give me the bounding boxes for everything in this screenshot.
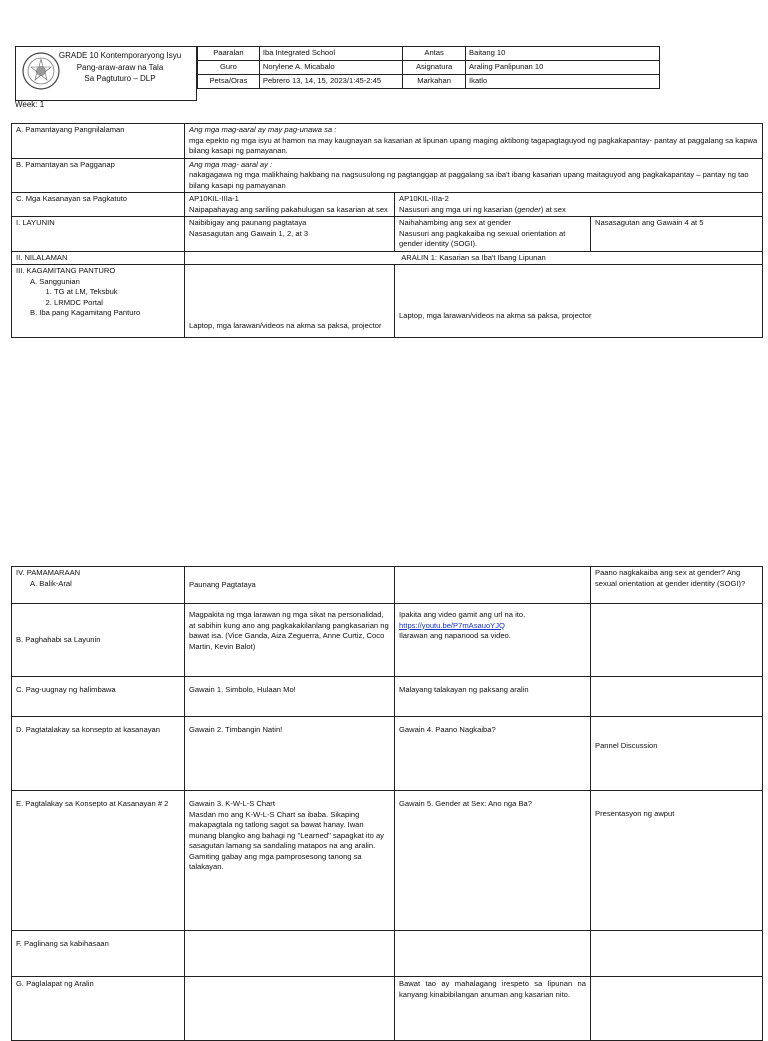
title-line-2: Pang-araw-araw na Tala xyxy=(76,62,164,72)
row-paglalapat xyxy=(12,977,763,1041)
row-label: C. Pag-uugnay ng halimbawa xyxy=(12,677,185,717)
row-label: D. Pagtatalakay sa konsepto at kasanayan xyxy=(12,717,185,791)
competency-cell-1 xyxy=(185,193,395,217)
row-pamantayang-pangnilalaman xyxy=(12,124,763,159)
school-info-table xyxy=(197,46,660,89)
info-value: Baitang 10 xyxy=(466,47,660,61)
materials-label-cell xyxy=(12,265,185,338)
info-label: Antas xyxy=(403,47,466,61)
step-cell: Malayang talakayan ng paksang aralin xyxy=(395,677,591,717)
step-cell: Magpakita ng mga larawan ng mga sikat na personalidad, at sabihin kung ano ang pagkakakilanlang pangkasarian ng bawat isa. (Vice Ganda, Aiza Zeguerra, Anne Curtiz, Coco Martin, Kevin Balot) xyxy=(185,604,395,677)
info-label: Guro xyxy=(198,61,260,75)
step-text: Masdan mo ang K-W-L-S Chart sa ibaba. Sikaping makapagtala ng tatlong sagot sa bawat hanay. Iwan munang blangko ang bahagi ng "Learned" sapagkat ito ay sasagutan lamang sa sandaling matapos na ang aralin. Gamiting gabay ang mga pamprosesong tanong sa talakayan. xyxy=(189,809,384,871)
title-box xyxy=(15,46,197,101)
content-text: mga epekto ng mga isyu at hamon na may kaugnayan sa kasarian at lipunan upang maging aktibong tagapagtaguyod ng pagkakapantay- pantay at paggalang sa kapwa bilang kasapi ng pamayanan. xyxy=(189,135,758,155)
step-cell xyxy=(591,977,763,1041)
step-text: Ilarawan ang napanood sa video. xyxy=(399,631,511,640)
info-row xyxy=(198,61,660,75)
row-paghahabi xyxy=(12,604,763,677)
row-label: E. Pagtalakay sa Konsepto at Kasanayan # 2 xyxy=(12,791,185,931)
step-cell xyxy=(185,931,395,977)
step-cell xyxy=(591,677,763,717)
row-balik-aral xyxy=(12,567,763,604)
info-value: Norylene A. Micabalo xyxy=(259,61,402,75)
content-text: nakagagawa ng mga malikhaing hakbang na nagsusulong ng pagtanggap at paggalang sa iba't ibang kasarian upang maitaguyod ang pagkakapantay – pantay ng tao bilang kasapi ng pamayanan xyxy=(189,170,749,190)
row-pamantayan-sa-pagganap xyxy=(12,158,763,193)
info-value: Pebrero 13, 14, 15, 2023/1:45-2:45 xyxy=(259,75,402,89)
objective-cell-1 xyxy=(185,217,395,252)
info-label: Paaralan xyxy=(198,47,260,61)
row-pagtatalakay-1 xyxy=(12,717,763,791)
info-label: Markahan xyxy=(403,75,466,89)
objective-cell-3: Nasasagutan ang Gawain 4 at 5 xyxy=(591,217,763,252)
row-content xyxy=(185,158,763,193)
row-pag-uugnay xyxy=(12,677,763,717)
step-cell xyxy=(591,931,763,977)
row-label: F. Paglinang sa kabihasaan xyxy=(12,931,185,977)
competency-code: AP10KIL-IIIa-1 xyxy=(189,194,239,203)
info-row xyxy=(198,75,660,89)
row-label: A. Balik-Aral xyxy=(30,578,72,588)
step-text: Ipakita ang video gamit ang url na ito. xyxy=(399,610,526,619)
info-label: Asignatura xyxy=(403,61,466,75)
step-cell: Paunang Pagtataya xyxy=(185,567,395,604)
sanggunian-label: A. Sanggunian xyxy=(30,276,80,286)
step-cell: Pannel Discussion xyxy=(591,717,763,791)
row-pagtatalakay-2 xyxy=(12,791,763,931)
reference-item: 1. TG at LM, Teksbuk xyxy=(54,287,180,298)
info-row xyxy=(198,47,660,61)
objective-text: Naihahambing ang sex at gender xyxy=(399,218,511,227)
step-cell xyxy=(185,977,395,1041)
step-cell xyxy=(395,567,591,604)
step-cell: Gawain 1. Simbolo, Hulaan Mo! xyxy=(185,677,395,717)
lesson-title: ARALIN 1: Kasarian sa Iba't Ibang Lipunan xyxy=(185,251,763,265)
objective-text: Nasasagutan ang Gawain 1, 2, at 3 xyxy=(189,228,309,238)
row-content xyxy=(185,124,763,159)
row-label: G. Paglalapat ng Aralin xyxy=(12,977,185,1041)
row-label: C. Mga Kasanayan sa Pagkatuto xyxy=(12,193,185,217)
competency-text-italic: gender xyxy=(517,204,541,214)
step-cell: Presentasyon ng awput xyxy=(591,791,763,931)
content-intro: Ang mga mag- aaral ay : xyxy=(189,159,273,169)
step-cell xyxy=(185,791,395,931)
row-label: III. KAGAMITANG PANTURO xyxy=(16,266,116,275)
materials-cell-1: Laptop, mga larawan/videos na akma sa paksa, projector xyxy=(185,265,395,338)
info-value: Iba Integrated School xyxy=(259,47,402,61)
step-cell xyxy=(591,604,763,677)
step-cell xyxy=(395,931,591,977)
row-layunin xyxy=(12,217,763,252)
reference-item: 2. LRMDC Portal xyxy=(54,298,180,309)
row-label: IV. PAMAMARAAN xyxy=(16,568,81,577)
objective-text: Nasusuri ang pagkakaiba ng sexual orientation at gender identity (SOGI). xyxy=(399,228,566,248)
week-label: Week: 1 xyxy=(15,100,45,109)
step-cell: Bawat tao ay mahalagang irespeto sa lipunan na kanyang kinabibilangan anuman ang kasarian nito. xyxy=(395,977,591,1041)
objective-text: Naibibigay ang paunang pagtataya xyxy=(189,218,307,227)
document-header xyxy=(15,46,660,101)
info-label: Petsa/Oras xyxy=(198,75,260,89)
lesson-table-1 xyxy=(11,123,763,338)
objective-cell-2 xyxy=(395,217,591,252)
materials-cell-2: Laptop, mga larawan/videos na akma sa paksa, projector xyxy=(395,265,763,338)
competency-text-end: ) at sex xyxy=(540,204,566,214)
row-label: B. Paghahabi sa Layunin xyxy=(12,604,185,677)
step-cell: Gawain 4. Paano Nagkaiba? xyxy=(395,717,591,791)
video-link[interactable]: https://youtu.be/P7mAsauoYJQ xyxy=(399,620,505,630)
title-line-1: GRADE 10 Kontemporaryong Isyu xyxy=(58,51,182,60)
row-label-cell xyxy=(12,567,185,604)
iba-pang-kagamitan-label: B. Iba pang Kagamitang Panturo xyxy=(30,308,141,317)
step-cell xyxy=(395,604,591,677)
competency-text: Nasusuri ang mga uri ng kasarian ( xyxy=(399,204,518,214)
competency-cell-2 xyxy=(395,193,763,217)
info-value: Ikatlo xyxy=(466,75,660,89)
content-intro: Ang mga mag-aaral ay may pag-unawa sa : xyxy=(189,125,337,134)
lesson-table-2 xyxy=(11,566,763,1041)
step-title: Gawain 3. K-W-L-S Chart xyxy=(189,799,275,808)
row-label: II. NILALAMAN xyxy=(12,251,185,265)
row-label: I. LAYUNIN xyxy=(12,217,185,252)
row-label: B. Pamantayan sa Pagganap xyxy=(12,158,185,193)
row-kagamitang-panturo xyxy=(12,265,763,338)
step-cell: Gawain 2. Timbangin Natin! xyxy=(185,717,395,791)
step-cell: Paano nagkakaiba ang sex at gender? Ang sexual orientation at gender identity (SOGI)? xyxy=(591,567,763,604)
title-line-3: Sa Pagtuturo – DLP xyxy=(84,74,156,83)
competency-code: AP10KIL-IIIa-2 xyxy=(399,194,449,203)
step-cell: Gawain 5. Gender at Sex: Ano nga Ba? xyxy=(395,791,591,931)
competency-text: Naipapahayag ang sariling pakahulugan sa kasarian at sex xyxy=(189,204,388,214)
row-kasanayan xyxy=(12,193,763,217)
row-label: A. Pamantayang Pangnilalaman xyxy=(12,124,185,159)
row-paglinang xyxy=(12,931,763,977)
info-value: Araling Panlipunan 10 xyxy=(466,61,660,75)
reference-list xyxy=(16,287,180,308)
row-nilalaman xyxy=(12,251,763,265)
